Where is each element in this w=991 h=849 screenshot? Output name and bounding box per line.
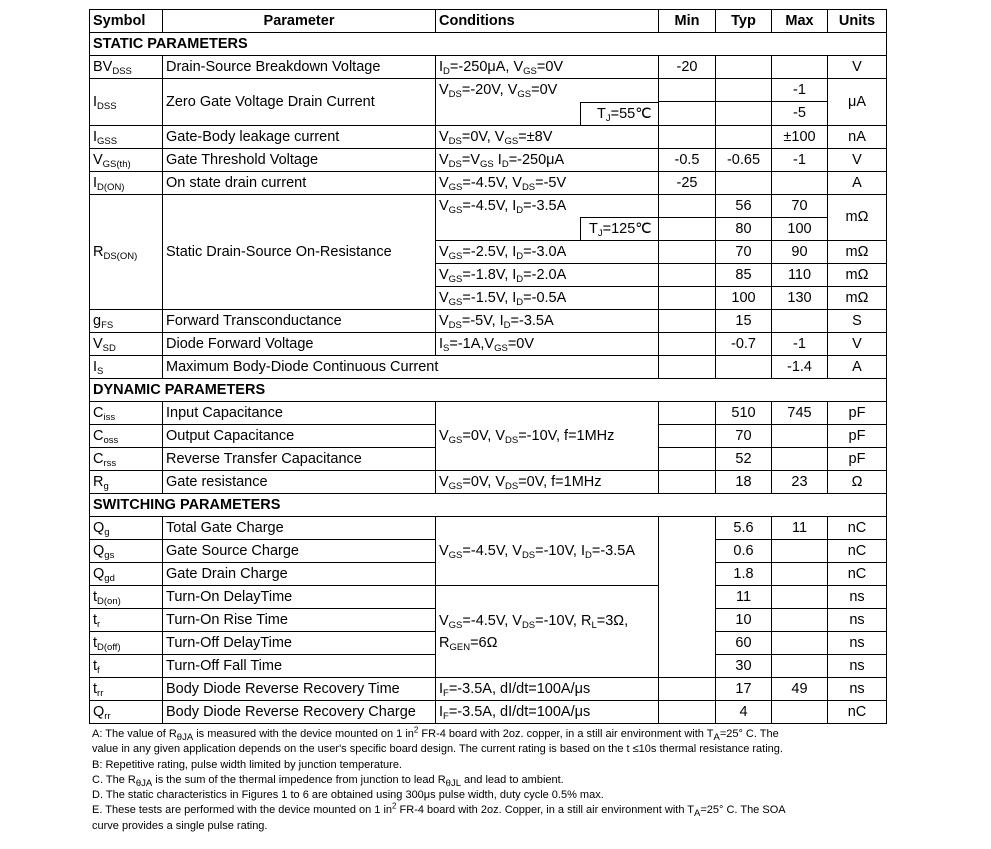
header-min: Min: [659, 10, 716, 33]
parameter-cell: Turn-Off DelayTime: [163, 632, 436, 655]
units-cell: V: [828, 333, 887, 356]
units-cell: mΩ: [828, 194, 887, 241]
footnote-e-continued: curve provides a single pulse rating.: [92, 819, 268, 832]
typ-cell: 70: [716, 425, 772, 448]
conditions-cell: $V_{GS}=-1.5V$, $I_D=-0.5A$: [436, 287, 659, 310]
typ-cell: 60: [716, 632, 772, 655]
min-cell: [659, 79, 716, 102]
min-cell: [659, 310, 716, 333]
parameter-cell: Turn-Off Fall Time: [163, 655, 436, 678]
parameter-cell: Reverse Transfer Capacitance: [163, 448, 436, 471]
symbol-cell: $Q_g$: [90, 517, 163, 540]
min-cell: [659, 517, 716, 678]
typ-cell: 10: [716, 609, 772, 632]
footnotes: [92, 727, 882, 834]
parameter-cell: Output Capacitance: [163, 425, 436, 448]
table-row: [90, 586, 887, 609]
max-cell: 130: [772, 287, 828, 310]
typ-cell: [716, 56, 772, 79]
parameter-cell: Turn-On Rise Time: [163, 609, 436, 632]
min-cell: [659, 264, 716, 287]
symbol-cell: $t_{rr}$: [90, 678, 163, 701]
typ-cell: 18: [716, 471, 772, 494]
symbol-cell: $I_{DSS}$: [90, 79, 163, 126]
conditions-cell: $V_{DS}=V_{GS}$ $I_D=-250\mu A$: [436, 148, 659, 171]
header-conditions: Conditions: [436, 10, 659, 33]
min-cell: [659, 102, 716, 126]
parameter-cell: On state drain current: [163, 171, 436, 194]
units-cell: nC: [828, 540, 887, 563]
units-cell: μA: [828, 79, 887, 126]
conditions-cell: $V_{GS}=-2.5V$, $I_D=-3.0A$: [436, 241, 659, 264]
symbol-cell: $I_{GSS}$: [90, 125, 163, 148]
typ-cell: -0.65: [716, 148, 772, 171]
typ-cell: 100: [716, 287, 772, 310]
parameter-cell: Body Diode Reverse Recovery Charge: [163, 701, 436, 724]
units-cell: pF: [828, 425, 887, 448]
symbol-cell: $BV_{DSS}$: [90, 56, 163, 79]
footnote-b: B: Repetitive rating, pulse width limited by junction temperature.: [92, 758, 402, 771]
conditions-cell: $V_{GS}=-4.5V$, $I_D=-3.5A$: [436, 194, 659, 217]
typ-cell: -0.7: [716, 333, 772, 356]
header-units: Units: [828, 10, 887, 33]
max-cell: [772, 632, 828, 655]
units-cell: S: [828, 310, 887, 333]
min-cell: [659, 287, 716, 310]
conditions-cell: $V_{DS}=-5V$, $I_D=-3.5A$: [436, 310, 659, 333]
min-cell: [659, 125, 716, 148]
max-cell: [772, 425, 828, 448]
table-row: [90, 471, 887, 494]
min-cell: [659, 701, 716, 724]
units-cell: pF: [828, 402, 887, 425]
parameter-cell: Gate Threshold Voltage: [163, 148, 436, 171]
units-cell: mΩ: [828, 241, 887, 264]
parameter-cell: Zero Gate Voltage Drain Current: [163, 79, 436, 126]
conditions-cell: $V_{GS}=-4.5V$, $V_{DS}=-10V$, $I_D=-3.5A$: [436, 517, 659, 586]
parameter-cell: Drain-Source Breakdown Voltage: [163, 56, 436, 79]
conditions-cell: $I_F=-3.5A$, dI/dt=100A/μs: [436, 701, 659, 724]
typ-cell: [716, 102, 772, 126]
max-cell: 90: [772, 241, 828, 264]
max-cell: [772, 701, 828, 724]
max-cell: -1: [772, 79, 828, 102]
max-cell: [772, 56, 828, 79]
symbol-cell: $V_{SD}$: [90, 333, 163, 356]
typ-cell: 11: [716, 586, 772, 609]
units-cell: ns: [828, 632, 887, 655]
symbol-cell: $I_S$: [90, 356, 163, 379]
footnote-a: A: The value of $R_{\theta JA}$ is measured with the device mounted on 1 $in^2$ FR-4 board with 2oz. copper, in a still air environment with $T_A=25^\circ$ C. The: [92, 725, 779, 743]
max-cell: 49: [772, 678, 828, 701]
max-cell: [772, 609, 828, 632]
table-row: [90, 701, 887, 724]
min-cell: [659, 471, 716, 494]
typ-cell: [716, 79, 772, 102]
units-cell: nC: [828, 701, 887, 724]
symbol-cell: $Q_{gd}$: [90, 563, 163, 586]
table-row: [90, 356, 887, 379]
min-cell: [659, 425, 716, 448]
max-cell: 745: [772, 402, 828, 425]
section-row: [90, 379, 887, 402]
max-cell: 23: [772, 471, 828, 494]
symbol-cell: $I_{D(ON)}$: [90, 171, 163, 194]
min-cell: -25: [659, 171, 716, 194]
conditions-cell: [436, 217, 659, 241]
units-cell: mΩ: [828, 287, 887, 310]
section-row: [90, 33, 887, 56]
min-cell: [659, 333, 716, 356]
max-cell: [772, 540, 828, 563]
typ-cell: 4: [716, 701, 772, 724]
parameter-cell: Maximum Body-Diode Continuous Current: [163, 356, 659, 379]
header-row: [90, 10, 887, 33]
specifications-table: [89, 9, 887, 724]
typ-cell: 56: [716, 194, 772, 217]
max-cell: ±100: [772, 125, 828, 148]
header-symbol: Symbol: [90, 10, 163, 33]
units-cell: A: [828, 171, 887, 194]
table-row: [90, 517, 887, 540]
footnote-d: D. The static characteristics in Figures 1 to 6 are obtained using 300μs pulse width, duty cycle 0.5% max.: [92, 789, 604, 802]
parameter-cell: Static Drain-Source On-Resistance: [163, 194, 436, 310]
table-row: [90, 125, 887, 148]
tj-condition: $T_J=125℃$: [580, 217, 658, 240]
table-row: [90, 171, 887, 194]
conditions-cell: $V_{GS}=-4.5V$, $V_{DS}=-10V$, $R_L=3\Omega$, $R_{GEN}=6\Omega$: [436, 586, 659, 678]
table-row: [90, 148, 887, 171]
units-cell: nC: [828, 563, 887, 586]
symbol-cell: $t_r$: [90, 609, 163, 632]
max-cell: [772, 563, 828, 586]
conditions-cell: $V_{GS}=-4.5V$, $V_{DS}=-5V$: [436, 171, 659, 194]
typ-cell: 17: [716, 678, 772, 701]
symbol-cell: $t_{D(off)}$: [90, 632, 163, 655]
min-cell: [659, 217, 716, 241]
max-cell: -1.4: [772, 356, 828, 379]
max-cell: -5: [772, 102, 828, 126]
symbol-cell: $C_{oss}$: [90, 425, 163, 448]
typ-cell: 52: [716, 448, 772, 471]
min-cell: -20: [659, 56, 716, 79]
max-cell: -1: [772, 333, 828, 356]
parameter-cell: Total Gate Charge: [163, 517, 436, 540]
units-cell: Ω: [828, 471, 887, 494]
conditions-cell: [436, 102, 659, 126]
table-row: [90, 402, 887, 425]
typ-cell: 0.6: [716, 540, 772, 563]
tj-condition: $T_J=55℃$: [580, 102, 658, 125]
units-cell: A: [828, 356, 887, 379]
min-cell: [659, 194, 716, 217]
symbol-cell: $g_{FS}$: [90, 310, 163, 333]
symbol-cell: $Q_{gs}$: [90, 540, 163, 563]
parameter-cell: Input Capacitance: [163, 402, 436, 425]
table-row: [90, 194, 887, 217]
typ-cell: [716, 171, 772, 194]
max-cell: [772, 655, 828, 678]
typ-cell: 510: [716, 402, 772, 425]
max-cell: [772, 448, 828, 471]
footnote-c: C. The $R_{\theta JA}$ is the sum of the thermal impedence from junction to lead $R_{\theta JL}$ and lead to ambient.: [92, 773, 564, 789]
units-cell: ns: [828, 586, 887, 609]
typ-cell: 85: [716, 264, 772, 287]
section-dynamic: DYNAMIC PARAMETERS: [90, 379, 887, 402]
min-cell: [659, 678, 716, 701]
max-cell: 11: [772, 517, 828, 540]
units-cell: V: [828, 56, 887, 79]
min-cell: [659, 356, 716, 379]
max-cell: -1: [772, 148, 828, 171]
symbol-cell: $Q_{rr}$: [90, 701, 163, 724]
section-row: [90, 494, 887, 517]
conditions-cell: $I_D=-250\mu A$, $V_{GS}=0V$: [436, 56, 659, 79]
units-cell: ns: [828, 678, 887, 701]
parameter-cell: Body Diode Reverse Recovery Time: [163, 678, 436, 701]
table-row: [90, 310, 887, 333]
parameter-cell: Forward Transconductance: [163, 310, 436, 333]
min-cell: [659, 241, 716, 264]
typ-cell: 1.8: [716, 563, 772, 586]
header-max: Max: [772, 10, 828, 33]
footnote-e: E. These tests are performed with the device mounted on 1 $in^2$ FR-4 board with 2oz. Copper, in a still air environment with $T_A=25^\circ$ C. The SOA: [92, 801, 786, 820]
max-cell: [772, 586, 828, 609]
typ-cell: [716, 356, 772, 379]
conditions-cell: $I_S=-1A,V_{GS}=0V$: [436, 333, 659, 356]
table-row: [90, 79, 887, 102]
units-cell: pF: [828, 448, 887, 471]
symbol-cell: $t_{D(on)}$: [90, 586, 163, 609]
min-cell: [659, 402, 716, 425]
conditions-cell: $V_{GS}=-1.8V$, $I_D=-2.0A$: [436, 264, 659, 287]
conditions-cell: $I_F=-3.5A$, dI/dt=100A/μs: [436, 678, 659, 701]
table-row: [90, 56, 887, 79]
units-cell: nC: [828, 517, 887, 540]
header-parameter: Parameter: [163, 10, 436, 33]
min-cell: [659, 448, 716, 471]
units-cell: ns: [828, 655, 887, 678]
typ-cell: 70: [716, 241, 772, 264]
symbol-cell: $t_f$: [90, 655, 163, 678]
max-cell: 110: [772, 264, 828, 287]
parameter-cell: Gate Source Charge: [163, 540, 436, 563]
symbol-cell: $R_g$: [90, 471, 163, 494]
min-cell: -0.5: [659, 148, 716, 171]
parameter-cell: Gate Drain Charge: [163, 563, 436, 586]
conditions-cell: $V_{DS}=-20V$, $V_{GS}=0V$: [436, 79, 659, 102]
conditions-cell: $V_{GS}=0V$, $V_{DS}=-10V$, f=1MHz: [436, 402, 659, 471]
max-cell: [772, 310, 828, 333]
units-cell: mΩ: [828, 264, 887, 287]
typ-cell: 15: [716, 310, 772, 333]
symbol-cell: $V_{GS(th)}$: [90, 148, 163, 171]
symbol-cell: $C_{iss}$: [90, 402, 163, 425]
max-cell: 100: [772, 217, 828, 241]
typ-cell: 30: [716, 655, 772, 678]
parameter-cell: Diode Forward Voltage: [163, 333, 436, 356]
units-cell: V: [828, 148, 887, 171]
parameter-cell: Turn-On DelayTime: [163, 586, 436, 609]
typ-cell: 80: [716, 217, 772, 241]
section-switching: SWITCHING PARAMETERS: [90, 494, 887, 517]
conditions-cell: $V_{DS}=0V$, $V_{GS}=\pm 8V$: [436, 125, 659, 148]
typ-cell: [716, 125, 772, 148]
symbol-cell: $R_{DS(ON)}$: [90, 194, 163, 310]
table-row: [90, 678, 887, 701]
typ-cell: 5.6: [716, 517, 772, 540]
units-cell: nA: [828, 125, 887, 148]
table-row: [90, 333, 887, 356]
section-static: STATIC PARAMETERS: [90, 33, 887, 56]
conditions-cell: $V_{GS}=0V$, $V_{DS}=0V$, f=1MHz: [436, 471, 659, 494]
parameter-cell: Gate-Body leakage current: [163, 125, 436, 148]
units-cell: ns: [828, 609, 887, 632]
max-cell: 70: [772, 194, 828, 217]
symbol-cell: $C_{rss}$: [90, 448, 163, 471]
footnote-a-continued: value in any given application depends on the user's specific board design. The current rating is based on the t ≤10s thermal resistance rating.: [92, 743, 783, 756]
parameter-cell: Gate resistance: [163, 471, 436, 494]
header-typ: Typ: [716, 10, 772, 33]
max-cell: [772, 171, 828, 194]
